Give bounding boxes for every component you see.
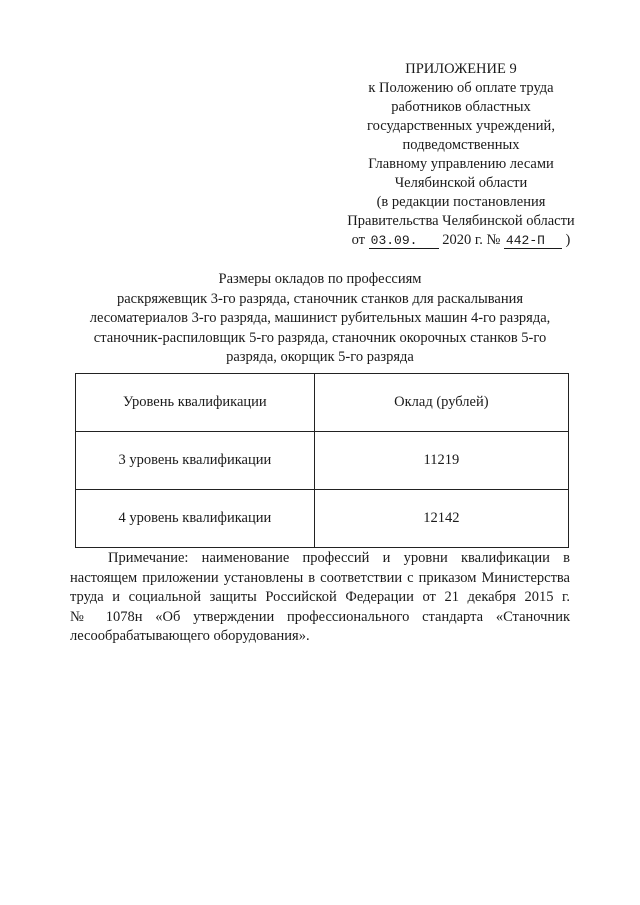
appendix-line: подведомственных — [402, 137, 520, 153]
appendix-line: работников областных — [391, 99, 531, 115]
date-year: 2020 г. № — [442, 232, 501, 248]
appendix-line: Правительства Челябинской области — [347, 213, 575, 229]
resolution-date-line — [330, 231, 592, 250]
title-line: станочник-распиловщик 5-го разряда, станочник окорочных станков 5-го — [93, 329, 547, 346]
title-line: лесоматериалов 3-го разряда, машинист рубительных машин 4-го разряда, — [89, 310, 551, 326]
appendix-line: к Положению об оплате труда — [368, 80, 554, 96]
document-title — [70, 270, 570, 368]
table-cell: 4 уровень квалификации — [76, 490, 315, 548]
date-prefix: от — [351, 232, 366, 248]
note-line: Примечание: наименование профессий и уровни квалификации в — [108, 550, 570, 566]
table-cell: 3 уровень квалификации — [76, 432, 315, 490]
note-paragraph — [70, 549, 570, 647]
table-cell: 11219 — [314, 432, 568, 490]
table-header-cell: Оклад (рублей) — [314, 374, 568, 432]
note-line: лесообрабатывающего оборудования». — [70, 628, 310, 644]
appendix-line: (в редакции постановления — [376, 194, 546, 210]
title-line: Размеры окладов по профессиям — [218, 271, 422, 287]
appendix-title: ПРИЛОЖЕНИЕ 9 — [405, 61, 517, 77]
table-cell: 12142 — [314, 490, 568, 548]
appendix-header — [330, 60, 592, 250]
note-line: № 1078н «Об утверждении профессионального стандарта «Станочник — [70, 608, 570, 625]
title-line: раскряжевщик 3-го разряда, станочник станков для раскалывания — [116, 290, 524, 307]
appendix-line: Челябинской области — [394, 175, 528, 191]
salary-table — [75, 373, 569, 548]
resolution-number: 442-П — [504, 234, 562, 249]
title-line: разряда, окорщик 5-го разряда — [226, 349, 414, 365]
appendix-line: государственных учреждений, — [367, 118, 555, 134]
note-line: настоящем приложении установлены в соответствии с приказом Министерства — [70, 569, 570, 586]
table-header-cell: Уровень квалификации — [76, 374, 315, 432]
table-row — [76, 432, 569, 490]
note-line: труда и социальной защиты Российской Федерации от 21 декабря 2015 г. — [70, 589, 570, 605]
appendix-line: Главному управлению лесами — [368, 156, 554, 172]
table-header-row — [76, 374, 569, 432]
table-row — [76, 490, 569, 548]
date-suffix: ) — [565, 232, 571, 248]
resolution-date: 03.09. — [369, 234, 439, 249]
